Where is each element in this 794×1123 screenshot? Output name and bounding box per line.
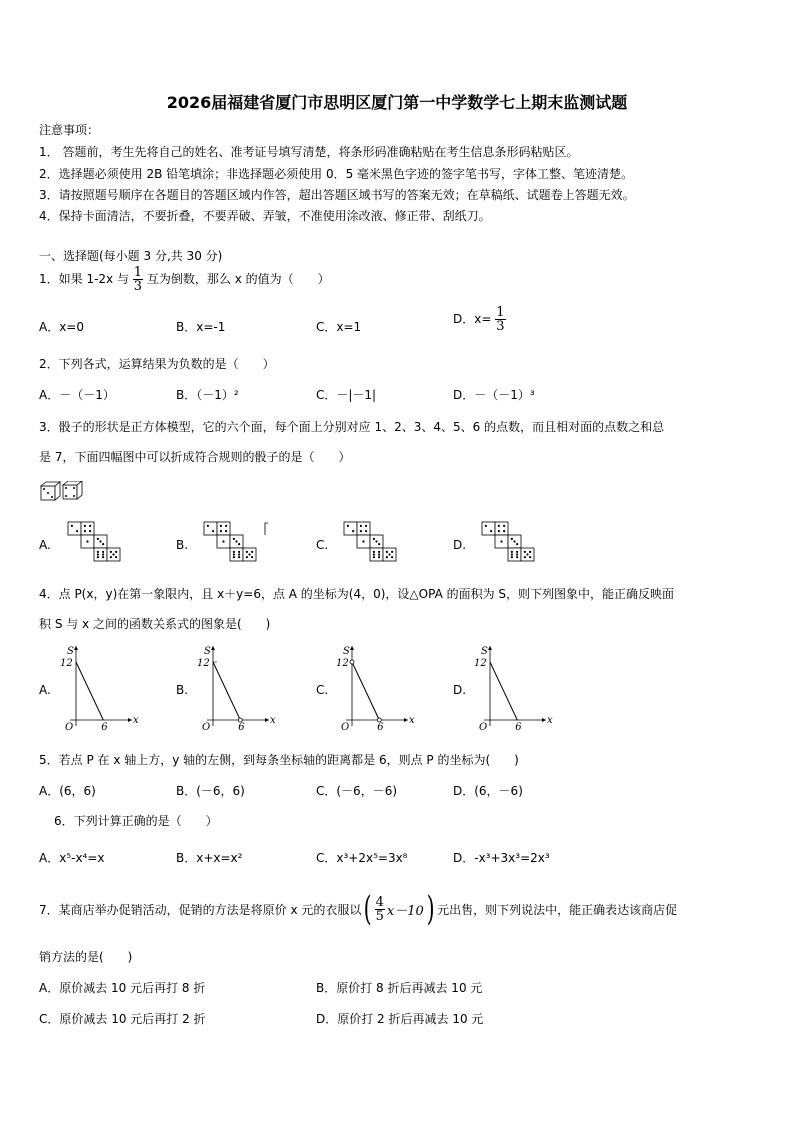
q7-fraction bbox=[375, 896, 385, 923]
question-3-line-1: 3．骰子的形状是正方体模型，它的六个面，每个面上分别对应 1、2、3、4、5、6 的点数，而且相对面的点数之和总 bbox=[39, 420, 665, 434]
question-4-line-2: 积 S 与 x 之间的函数关系式的图象是( ) bbox=[39, 617, 271, 631]
origin-label: O bbox=[479, 722, 488, 733]
x-axis-label: x bbox=[133, 715, 139, 726]
dice-net-c bbox=[343, 521, 401, 565]
graph-b bbox=[197, 642, 277, 734]
die-pip bbox=[498, 525, 500, 527]
die-pip bbox=[360, 530, 362, 532]
die-face bbox=[217, 522, 230, 535]
die-pip bbox=[524, 551, 526, 553]
y-axis-label: S bbox=[481, 646, 488, 657]
die-pip bbox=[391, 551, 393, 553]
die-pip bbox=[347, 525, 349, 527]
q1-optd-num: 1 bbox=[496, 305, 505, 320]
q5-option-a: A．(6，6) bbox=[39, 784, 96, 798]
y-axis-label: S bbox=[204, 646, 211, 657]
die-pip bbox=[511, 553, 513, 555]
die-pip bbox=[238, 553, 240, 555]
x-axis-label: x bbox=[270, 715, 276, 726]
q1-stem-pre: 1．如果 1-2x 与 bbox=[39, 272, 129, 286]
y-axis-arrow bbox=[74, 646, 78, 650]
die-pip bbox=[71, 525, 73, 527]
x-tick-label: 6 bbox=[101, 722, 108, 733]
die-face bbox=[68, 522, 81, 535]
die-pip bbox=[115, 556, 117, 558]
q4-option-d-label: D. bbox=[453, 683, 467, 697]
die-pip bbox=[365, 530, 367, 532]
x-tick-label: 6 bbox=[377, 722, 384, 733]
graph-segment bbox=[490, 662, 517, 720]
die-pip bbox=[251, 556, 253, 558]
die-face bbox=[495, 522, 508, 535]
question-3-line-2: 是 7，下面四幅图中可以折成符合规则的骰子的是（ ） bbox=[39, 450, 351, 464]
die-pip bbox=[84, 525, 86, 527]
die-face bbox=[482, 522, 495, 535]
die-face bbox=[94, 548, 107, 561]
q5-option-d: D．(6，－6) bbox=[453, 784, 523, 798]
die-pip bbox=[500, 540, 502, 542]
dice-net-a bbox=[67, 521, 125, 565]
die-pip bbox=[378, 543, 380, 545]
die-pip bbox=[529, 556, 531, 558]
die-pip bbox=[207, 525, 209, 527]
die-pip bbox=[352, 530, 354, 532]
die-pip bbox=[388, 553, 390, 555]
die-pip bbox=[386, 551, 388, 553]
dice-icon bbox=[40, 481, 84, 503]
x-axis-arrow bbox=[265, 718, 269, 722]
die-pip bbox=[220, 530, 222, 532]
q2-option-b: B．（－1）² bbox=[176, 388, 239, 402]
die-pip bbox=[246, 556, 248, 558]
q5-option-b: B．(－6，6) bbox=[176, 784, 245, 798]
die-pip bbox=[235, 540, 237, 542]
die-pip bbox=[225, 525, 227, 527]
die-pip bbox=[524, 556, 526, 558]
die-pip bbox=[503, 530, 505, 532]
die-pip bbox=[511, 538, 513, 540]
die-pip bbox=[391, 556, 393, 558]
die-pip bbox=[76, 530, 78, 532]
die-face bbox=[204, 522, 217, 535]
die-pip bbox=[102, 556, 104, 558]
die-pip bbox=[238, 551, 240, 553]
q1-option-d-label: D．x= bbox=[453, 312, 492, 326]
open-endpoint bbox=[350, 660, 354, 664]
die-pip bbox=[99, 540, 101, 542]
graph-a bbox=[60, 642, 140, 734]
y-tick-label: 12 bbox=[336, 658, 349, 669]
q6-option-d: D．-x³+3x³=2x³ bbox=[453, 851, 550, 865]
die-pip bbox=[516, 551, 518, 553]
die-pip bbox=[386, 556, 388, 558]
question-7-line-1 bbox=[39, 889, 677, 929]
question-2: 2．下列各式，运算结果为负数的是（ ） bbox=[39, 357, 275, 371]
die-pip bbox=[233, 551, 235, 553]
q7-right-paren: ) bbox=[426, 889, 435, 929]
die-pip bbox=[248, 553, 250, 555]
y-axis-arrow bbox=[350, 646, 354, 650]
die-face bbox=[230, 548, 243, 561]
die-pip bbox=[102, 553, 104, 555]
y-axis-arrow bbox=[488, 646, 492, 650]
q7-expression: x－10 bbox=[386, 903, 424, 919]
die-pip bbox=[360, 525, 362, 527]
die-pip bbox=[511, 556, 513, 558]
die-pip bbox=[516, 556, 518, 558]
die-pip bbox=[526, 553, 528, 555]
origin-label: O bbox=[65, 722, 74, 733]
die-pip bbox=[89, 530, 91, 532]
die-pip bbox=[373, 553, 375, 555]
die-pip bbox=[115, 551, 117, 553]
graph-segment bbox=[76, 662, 103, 720]
die-pip bbox=[97, 551, 99, 553]
q4-option-a-label: A. bbox=[39, 683, 51, 697]
question-7-line-2: 销方法的是( ) bbox=[39, 950, 133, 964]
die-pip bbox=[238, 556, 240, 558]
q1-fraction bbox=[133, 266, 143, 293]
die-pip bbox=[378, 551, 380, 553]
q2-option-d: D．－（－1）³ bbox=[453, 388, 535, 402]
die-pip bbox=[516, 553, 518, 555]
graph-segment bbox=[213, 662, 240, 720]
x-tick-label: 6 bbox=[515, 722, 522, 733]
q4-option-b-label: B. bbox=[176, 683, 189, 697]
q3-option-d-label: D. bbox=[453, 538, 467, 552]
q7-left-paren: ( bbox=[364, 889, 372, 929]
q7-option-a: A．原价减去 10 元后再打 8 折 bbox=[39, 981, 206, 995]
question-1 bbox=[39, 266, 330, 293]
die-pip bbox=[86, 540, 88, 542]
q7-stem-pre: 7．某商店举办促销活动，促销的方法是将原价 x 元的衣服以 bbox=[39, 902, 362, 917]
die-pip bbox=[97, 553, 99, 555]
die-pip bbox=[238, 543, 240, 545]
die-pip bbox=[498, 530, 500, 532]
die-face bbox=[370, 548, 383, 561]
q1-stem-post: 互为倒数，那么 x 的值为（ ） bbox=[146, 272, 330, 286]
x-axis-label: x bbox=[409, 715, 415, 726]
q7-option-b: B．原价打 8 折后再减去 10 元 bbox=[316, 981, 483, 995]
q7-frac-den: 5 bbox=[375, 908, 384, 924]
note-item-1: 1． 答题前，考生先将自己的姓名、准考证号填写清楚，将条形码准确粘贴在考生信息条形码粘贴区。 bbox=[39, 145, 579, 159]
die-pip bbox=[84, 530, 86, 532]
die-pip bbox=[233, 556, 235, 558]
q1-optd-den: 3 bbox=[496, 319, 505, 334]
x-axis-arrow bbox=[128, 718, 132, 722]
die-pip bbox=[503, 525, 505, 527]
die-pip bbox=[373, 538, 375, 540]
die-pip bbox=[112, 553, 114, 555]
dice-net-d bbox=[481, 521, 539, 565]
die-pip bbox=[89, 525, 91, 527]
dice-net-b bbox=[203, 521, 261, 565]
graph-c bbox=[336, 642, 416, 734]
q6-option-c: C．x³+2x⁵=3x⁸ bbox=[316, 851, 408, 865]
origin-label: O bbox=[202, 722, 211, 733]
die-pip bbox=[373, 551, 375, 553]
page-title: 2026届福建省厦门市思明区厦门第一中学数学七上期末监测试题 bbox=[166, 93, 628, 112]
question-5: 5．若点 P 在 x 轴上方，y 轴的左侧，到每条坐标轴的距离都是 6，则点 P 的坐标为( ) bbox=[39, 753, 519, 767]
die-pip bbox=[511, 551, 513, 553]
x-axis-arrow bbox=[542, 718, 546, 722]
die-pip bbox=[516, 543, 518, 545]
die-pip bbox=[225, 530, 227, 532]
die-pip bbox=[110, 556, 112, 558]
die-pip bbox=[485, 525, 487, 527]
die-pip bbox=[378, 553, 380, 555]
open-endpoint bbox=[377, 718, 381, 722]
die-pip bbox=[222, 540, 224, 542]
q1-option-d bbox=[453, 306, 506, 333]
q7-option-d: D．原价打 2 折后再减去 10 元 bbox=[316, 1012, 484, 1026]
graph-segment bbox=[352, 662, 379, 720]
y-axis-label: S bbox=[67, 646, 74, 657]
notes-header: 注意事项： bbox=[39, 123, 100, 137]
q4-option-c-label: C. bbox=[316, 683, 329, 697]
q2-option-c: C．－|－1| bbox=[316, 388, 377, 402]
die-pip bbox=[490, 530, 492, 532]
y-axis-arrow bbox=[211, 646, 215, 650]
graph-d bbox=[474, 642, 554, 734]
q2-option-a: A．－（－1） bbox=[39, 388, 115, 402]
die-pip bbox=[251, 551, 253, 553]
die-pip bbox=[513, 540, 515, 542]
die-pip bbox=[362, 540, 364, 542]
die-pip bbox=[110, 551, 112, 553]
note-item-3: 3．请按照题号顺序在各题目的答题区域内作答，超出答题区域书写的答案无效；在草稿纸、试题卷上答题无效。 bbox=[39, 188, 635, 202]
die-face bbox=[357, 522, 370, 535]
q1-option-c: C．x=1 bbox=[316, 320, 362, 334]
y-axis-label: S bbox=[343, 646, 350, 657]
origin-label: O bbox=[341, 722, 350, 733]
q1-option-a: A．x=0 bbox=[39, 320, 85, 334]
section-heading: 一、选择题(每小题 3 分,共 30 分) bbox=[39, 249, 223, 263]
q3-option-b-label: B. bbox=[176, 538, 189, 552]
question-6: 6．下列计算正确的是（ ） bbox=[54, 814, 218, 828]
q7-option-c: C．原价减去 10 元后再打 2 折 bbox=[39, 1012, 206, 1026]
note-item-4: 4．保持卡面清洁，不要折叠，不要弄破、弄皱，不准使用涂改液、修正带、刮纸刀。 bbox=[39, 209, 491, 223]
q6-option-b: B．x+x=x² bbox=[176, 851, 243, 865]
die-pip bbox=[378, 556, 380, 558]
die-pip bbox=[375, 540, 377, 542]
die-face bbox=[81, 522, 94, 535]
die-pip bbox=[102, 543, 104, 545]
q3-option-a-label: A. bbox=[39, 538, 51, 552]
q7-stem-post: 元出售，则下列说法中，能正确表达该商店促 bbox=[437, 902, 678, 917]
q1-frac-den: 3 bbox=[133, 279, 143, 294]
bracket-mark bbox=[264, 522, 270, 536]
q5-option-c: C．(－6，－6) bbox=[316, 784, 398, 798]
note-item-2: 2．选择题必须使用 2B 铅笔填涂；非选择题必须使用 0．5 毫米黑色字迹的签字笔书写，字体工整、笔迹清楚。 bbox=[39, 167, 634, 181]
q1-option-b: B．x=-1 bbox=[176, 320, 226, 334]
y-tick-label: 12 bbox=[60, 658, 73, 669]
die-pip bbox=[97, 538, 99, 540]
die-pip bbox=[246, 551, 248, 553]
die-pip bbox=[97, 556, 99, 558]
die-pip bbox=[529, 551, 531, 553]
die-face bbox=[508, 548, 521, 561]
q1-option-d-fraction bbox=[495, 306, 505, 333]
x-axis-label: x bbox=[547, 715, 553, 726]
q3-option-c-label: C. bbox=[316, 538, 329, 552]
die-pip bbox=[373, 556, 375, 558]
y-tick-label: 12 bbox=[474, 658, 487, 669]
die-face bbox=[344, 522, 357, 535]
die-pip bbox=[102, 551, 104, 553]
q6-option-a: A．x⁵-x⁴=x bbox=[39, 851, 105, 865]
x-tick-label: 6 bbox=[238, 722, 245, 733]
q1-frac-num: 1 bbox=[133, 265, 143, 280]
die-pip bbox=[233, 538, 235, 540]
die-pip bbox=[212, 530, 214, 532]
question-4-line-1: 4．点 P(x，y)在第一象限内，且 x＋y=6，点 A 的坐标为(4，0)，设△OPA 的面积为 S，则下列图象中，能正确反映面 bbox=[39, 587, 675, 601]
die-pip bbox=[233, 553, 235, 555]
q7-frac-num: 4 bbox=[375, 894, 384, 910]
x-axis-arrow bbox=[404, 718, 408, 722]
open-endpoint bbox=[238, 718, 242, 722]
y-tick-label: 12 bbox=[197, 658, 210, 669]
die-pip bbox=[365, 525, 367, 527]
die-pip bbox=[220, 525, 222, 527]
